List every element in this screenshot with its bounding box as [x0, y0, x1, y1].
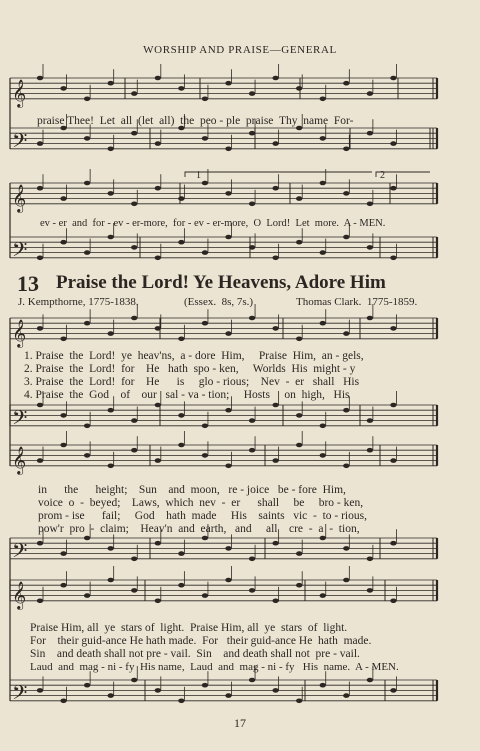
- notehead: [202, 424, 208, 429]
- notehead: [367, 131, 373, 136]
- notehead: [367, 245, 373, 250]
- notehead: [367, 448, 373, 453]
- notehead: [390, 255, 396, 260]
- notehead: [296, 240, 302, 245]
- notehead: [131, 557, 137, 562]
- notehead: [249, 202, 255, 207]
- notehead: [272, 688, 278, 693]
- notehead: [155, 255, 161, 260]
- notehead: [390, 403, 396, 408]
- notehead: [249, 91, 255, 96]
- notehead: [84, 250, 90, 255]
- notehead: [249, 678, 255, 683]
- notehead: [225, 191, 231, 196]
- notehead: [272, 326, 278, 331]
- notehead: [155, 599, 161, 604]
- notehead: [107, 147, 113, 152]
- notehead: [225, 546, 231, 551]
- notehead: [107, 546, 113, 551]
- notehead: [84, 97, 90, 102]
- notehead: [155, 688, 161, 693]
- notehead: [225, 464, 231, 469]
- notehead: [320, 321, 326, 326]
- verse-line-c2: For their guid-ance He hath made. For their guid-ance He hath made.: [30, 635, 372, 647]
- page-number: 17: [234, 716, 246, 730]
- notehead: [320, 424, 326, 429]
- notehead: [225, 81, 231, 86]
- notehead: [390, 688, 396, 693]
- notehead: [272, 141, 278, 146]
- notehead: [296, 551, 302, 556]
- notehead: [202, 136, 208, 141]
- notehead: [107, 693, 113, 698]
- treble-clef-icon: 𝄞: [12, 183, 27, 212]
- notehead: [60, 86, 66, 91]
- notehead: [320, 593, 326, 598]
- bass-clef-icon: 𝄢: [12, 405, 28, 434]
- notehead: [249, 557, 255, 562]
- notehead: [131, 418, 137, 423]
- hymn-tune: (Essex. 8s, 7s.): [184, 296, 254, 308]
- notehead: [343, 578, 349, 583]
- notehead: [84, 453, 90, 458]
- verse-line-a4: 4. Praise the God of our sal - va - tion; Hosts on high, His: [24, 389, 350, 401]
- notehead: [107, 235, 113, 240]
- notehead: [343, 464, 349, 469]
- hymn-author: J. Kempthorne, 1775-1838.: [18, 296, 139, 308]
- notehead: [84, 683, 90, 688]
- notehead: [107, 578, 113, 583]
- lyric-line-top-1: praise Thee! Let all (let all) the peo - ple praise Thy name For-: [37, 115, 354, 127]
- lyric-line-top-2: ev - er and for - ev - er-more, for - ev - er-more, O Lord! Let more. A - MEN.: [40, 218, 386, 229]
- notehead: [320, 453, 326, 458]
- notehead: [320, 250, 326, 255]
- notehead: [320, 97, 326, 102]
- verse-line-c4: Laud and mag - ni - fy His name, Laud and mag - ni - fy His name. A - MEN.: [30, 661, 399, 673]
- notehead: [37, 458, 43, 463]
- notehead: [343, 81, 349, 86]
- treble-clef-icon: 𝄞: [12, 318, 27, 347]
- notehead: [367, 202, 373, 207]
- notehead: [131, 678, 137, 683]
- notehead: [343, 693, 349, 698]
- notehead: [131, 202, 137, 207]
- notehead: [272, 186, 278, 191]
- notehead: [225, 693, 231, 698]
- notehead: [37, 541, 43, 546]
- notehead: [131, 448, 137, 453]
- section-header: WORSHIP AND PRAISE—GENERAL: [143, 44, 337, 56]
- notehead: [249, 131, 255, 136]
- notehead: [343, 546, 349, 551]
- notehead: [178, 583, 184, 588]
- notehead: [202, 536, 208, 541]
- notehead: [60, 196, 66, 201]
- notehead: [272, 76, 278, 81]
- notehead: [60, 551, 66, 556]
- notehead: [107, 81, 113, 86]
- bass-clef-icon: 𝄢: [12, 538, 28, 567]
- notehead: [225, 235, 231, 240]
- notehead: [155, 541, 161, 546]
- notehead: [84, 424, 90, 429]
- notehead: [178, 196, 184, 201]
- notehead: [155, 403, 161, 408]
- notehead: [296, 583, 302, 588]
- notehead: [320, 536, 326, 541]
- notehead: [202, 97, 208, 102]
- bass-clef-icon: 𝄢: [12, 680, 28, 709]
- notehead: [272, 403, 278, 408]
- notehead: [60, 583, 66, 588]
- notehead: [249, 316, 255, 321]
- notehead: [202, 181, 208, 186]
- notehead: [390, 541, 396, 546]
- notehead: [178, 699, 184, 704]
- notehead: [272, 541, 278, 546]
- notehead: [390, 326, 396, 331]
- notehead: [60, 413, 66, 418]
- hymn-composer: Thomas Clark. 1775-1859.: [296, 296, 418, 308]
- notehead: [84, 321, 90, 326]
- notehead: [37, 599, 43, 604]
- notehead: [225, 331, 231, 336]
- notehead: [178, 413, 184, 418]
- notehead: [107, 464, 113, 469]
- notehead: [37, 326, 43, 331]
- notehead: [390, 458, 396, 463]
- notehead: [272, 255, 278, 260]
- notehead: [131, 91, 137, 96]
- notehead: [202, 453, 208, 458]
- notehead: [202, 683, 208, 688]
- notehead: [296, 699, 302, 704]
- notehead: [131, 245, 137, 250]
- notehead: [178, 337, 184, 342]
- notehead: [84, 536, 90, 541]
- notehead: [390, 76, 396, 81]
- treble-clef-icon: 𝄞: [12, 78, 27, 107]
- notehead: [296, 443, 302, 448]
- notehead: [390, 186, 396, 191]
- notehead: [178, 443, 184, 448]
- notehead: [37, 403, 43, 408]
- treble-clef-icon: 𝄞: [12, 580, 27, 609]
- notehead: [320, 181, 326, 186]
- notehead: [225, 408, 231, 413]
- notehead: [390, 141, 396, 146]
- notehead: [296, 196, 302, 201]
- notehead: [131, 316, 137, 321]
- first-ending-label: 1: [196, 170, 201, 181]
- notehead: [225, 147, 231, 152]
- verse-line-c1: Praise Him, all ye stars of light. Praise Him, all ye stars of light.: [30, 622, 348, 634]
- notehead: [390, 599, 396, 604]
- notehead: [178, 86, 184, 91]
- notehead: [131, 588, 137, 593]
- notehead: [343, 191, 349, 196]
- notehead: [367, 588, 373, 593]
- notehead: [343, 147, 349, 152]
- verse-line-b4: pow'r pro - claim; Heav'n and earth, and all cre - a - tion,: [38, 523, 360, 535]
- notehead: [60, 240, 66, 245]
- notehead: [37, 186, 43, 191]
- notehead: [296, 86, 302, 91]
- notehead: [367, 316, 373, 321]
- notehead: [60, 443, 66, 448]
- notehead: [155, 76, 161, 81]
- bass-clef-icon: 𝄢: [12, 237, 28, 266]
- notehead: [107, 331, 113, 336]
- notehead: [202, 593, 208, 598]
- hymn-number: 13: [17, 271, 39, 296]
- notehead: [296, 413, 302, 418]
- notehead: [202, 250, 208, 255]
- notehead: [249, 245, 255, 250]
- notehead: [155, 186, 161, 191]
- notehead: [202, 321, 208, 326]
- verse-line-a2: 2. Praise the Lord! for He hath spo - ken, Worlds His might - y: [24, 363, 356, 375]
- notehead: [131, 131, 137, 136]
- notehead: [343, 235, 349, 240]
- notehead: [249, 418, 255, 423]
- notehead: [178, 551, 184, 556]
- treble-clef-icon: 𝄞: [12, 445, 27, 474]
- notehead: [272, 599, 278, 604]
- notehead: [37, 255, 43, 260]
- notehead: [343, 408, 349, 413]
- notehead: [367, 91, 373, 96]
- notehead: [37, 76, 43, 81]
- verse-line-c3: Sin and death shall not pre - vail. Sin and death shall not pre - vail.: [30, 648, 360, 660]
- notehead: [155, 141, 161, 146]
- notehead: [320, 683, 326, 688]
- second-ending-label: 2: [380, 170, 385, 181]
- notehead: [272, 458, 278, 463]
- verse-line-b1: in the height; Sun and moon, re - joice be - fore Him,: [38, 484, 346, 496]
- notehead: [343, 331, 349, 336]
- verse-line-b2: voice o - beyed; Laws, which nev - er shall be bro - ken,: [38, 497, 364, 509]
- verse-line-b3: prom - ise fail; God hath made His saints vic - to - rious,: [38, 510, 367, 522]
- notehead: [155, 326, 161, 331]
- notehead: [367, 418, 373, 423]
- notehead: [367, 678, 373, 683]
- notehead: [107, 191, 113, 196]
- notehead: [84, 136, 90, 141]
- notehead: [37, 688, 43, 693]
- notehead: [84, 593, 90, 598]
- notehead: [320, 136, 326, 141]
- hymn-title: Praise the Lord! Ye Heavens, Adore Him: [56, 272, 386, 293]
- notehead: [249, 588, 255, 593]
- bass-clef-icon: 𝄢: [12, 128, 28, 157]
- notehead: [178, 240, 184, 245]
- notehead: [37, 141, 43, 146]
- verse-line-a1: 1. Praise the Lord! ye heav'ns, a - dore Him, Praise Him, an - gels,: [24, 350, 364, 362]
- notehead: [107, 408, 113, 413]
- notehead: [367, 557, 373, 562]
- verse-line-a3: 3. Praise the Lord! for He is glo - rious; Nev - er shall His: [24, 376, 360, 388]
- notehead: [249, 448, 255, 453]
- notehead: [60, 337, 66, 342]
- notehead: [225, 578, 231, 583]
- notehead: [296, 337, 302, 342]
- notehead: [155, 458, 161, 463]
- notehead: [60, 699, 66, 704]
- notehead: [84, 181, 90, 186]
